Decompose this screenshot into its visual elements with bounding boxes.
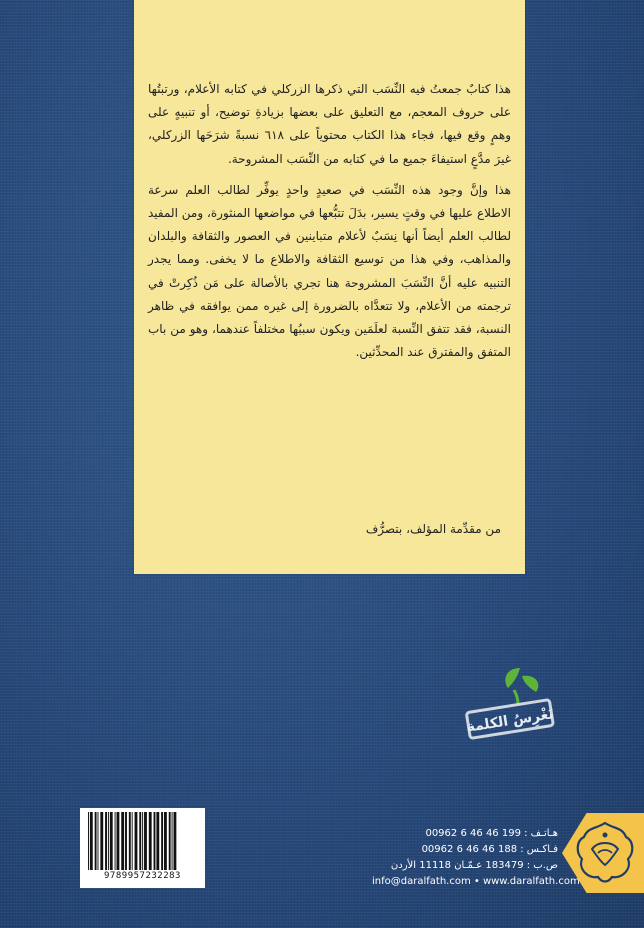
barcode-bar xyxy=(110,812,113,870)
barcode-bar xyxy=(144,812,147,870)
barcode-bar xyxy=(154,812,156,870)
barcode-bar xyxy=(121,812,124,870)
barcode-bar xyxy=(174,812,177,870)
series-logo xyxy=(462,664,558,744)
barcode-bar xyxy=(139,812,141,870)
barcode-bar xyxy=(149,812,152,870)
barcode-number: 9789957232283 xyxy=(104,871,181,881)
blurb-paragraph-2: هذا وإنَّ وجود هذه النِّسَب في صعيدٍ واحدٍ يوفِّر لطالب العلم سرعة الاطلاع عليها في وقتٍ يسير، بدَلَ تتبُّعها في مواضعها المنثورة، ومن المفيد لطالب العلم أيضاً أنها نِسَبٌ لأعلام متباينين في العصور والثقافة والبلدان والمذاهب، وفي هذا من توسيع الثقافة والاطلاع ما لا يخفى. ومما يجدر التنبيه عليه أنَّ النِّسَبَ المشروحة هنا تجري بالأصالة على مَن ذُكِرتْ في ترجمته من الأعلام، ولا تتعدَّاه بالضرورة إلى غيره ممن يوافقه في ظاهر النسبة، فقد تتفق النِّسبة لعلَمَين ويكون سببُها مختلفاً عندهما، وهو من باب المتفق والمفترق عند المحدِّثين. xyxy=(148,182,511,360)
barcode-bar xyxy=(125,812,127,870)
blurb-panel xyxy=(134,0,525,574)
blurb-paragraph-1: هذا كتابٌ جمعتُ فيه النِّسَب التي ذكرها الزركلي في كتابه الأعلام، ورتبتُها على حروف المعجم، مع التعليق على بعضها بزيادةِ توضيح، أو تنبيهٍ على وهمٍ وقع فيها، فجاء هذا الكتاب محتوياً على ٦١٨ نسبةً شرَحَها الزركلي، غيرَ مدَّعٍ استيفاءَ جميع ما في كتابه من النِّسَب المشروحة. xyxy=(148,82,511,166)
contact-phone: هـاتـف : 199 46 46 6 00962 xyxy=(425,828,558,839)
barcode-bar xyxy=(169,812,171,870)
contact-address: ص.ب : 183479 عـمّـان 11118 الأردن xyxy=(390,860,558,871)
barcode-bar xyxy=(164,812,167,870)
publisher-emblem-icon xyxy=(570,819,640,887)
barcode-bar xyxy=(161,812,163,870)
barcode-bar xyxy=(142,812,143,870)
barcode-bars xyxy=(86,812,199,870)
barcode-bar xyxy=(100,812,103,870)
contact-fax: فـاكـس : 188 46 46 6 00962 xyxy=(421,844,558,855)
barcode-bar xyxy=(98,812,99,870)
sprout-logo-icon xyxy=(462,664,558,744)
blurb-text xyxy=(148,78,511,536)
publisher-contact xyxy=(372,826,580,890)
barcode-bar xyxy=(129,812,131,870)
barcode-bar xyxy=(108,812,109,870)
barcode-bar xyxy=(135,812,138,870)
barcode-bar xyxy=(90,812,93,870)
barcode-bar xyxy=(105,812,107,870)
barcode xyxy=(80,808,205,888)
barcode-bar xyxy=(88,812,89,870)
barcode-bar xyxy=(156,812,159,870)
barcode-bar xyxy=(115,812,116,870)
blurb-source: من مقدِّمة المؤلف، بتصرُّف xyxy=(365,522,501,536)
barcode-bar xyxy=(95,812,97,870)
barcode-bar xyxy=(117,812,120,870)
logo-text: نَغْرِسُ الكلمة xyxy=(465,706,555,736)
contact-web: info@daralfath.com • www.daralfath.com xyxy=(372,876,580,887)
barcode-bar xyxy=(132,812,133,870)
barcode-bar xyxy=(172,812,173,870)
